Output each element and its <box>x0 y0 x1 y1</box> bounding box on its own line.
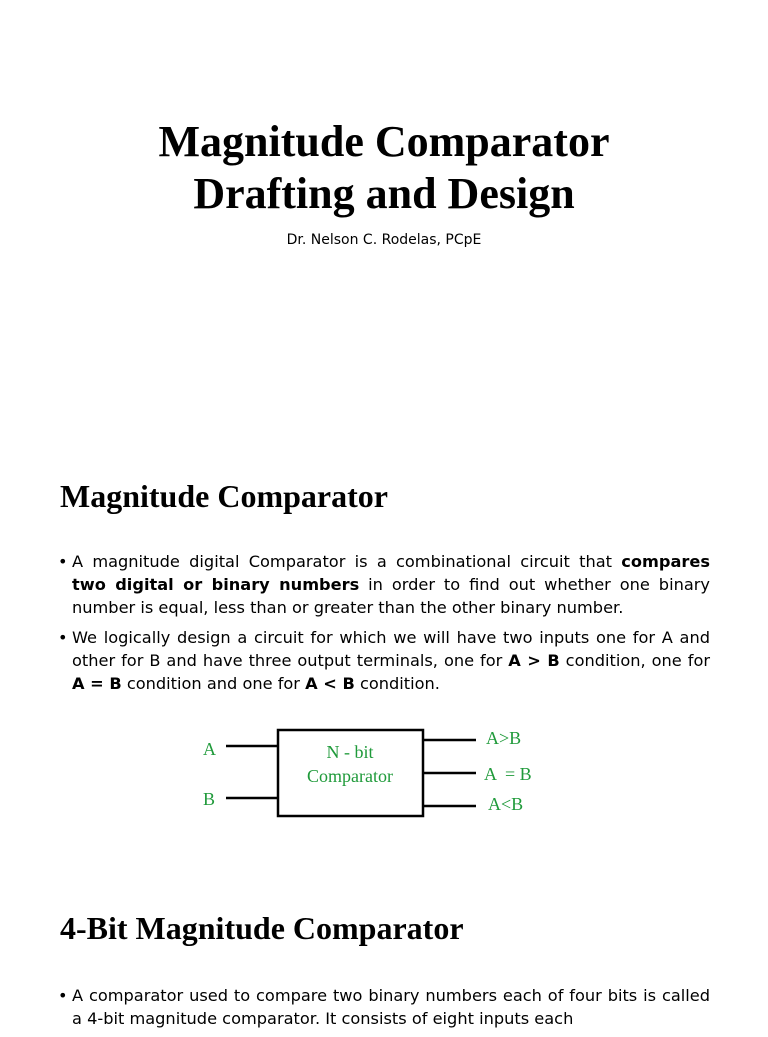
output-gt-label: A>B <box>486 728 522 748</box>
bullet-item <box>58 550 710 619</box>
bullet-text: We logically design a circuit for which we will have two inputs one for A and other for B and have three output terminals, one for <box>72 628 710 670</box>
input-b-label: B <box>203 789 216 809</box>
output-lt-label: A<B <box>488 794 524 814</box>
title-slide <box>0 0 768 432</box>
bullet-bold: compares two digital or binary numbers <box>72 552 710 594</box>
bullet-bold: A < B <box>305 674 355 693</box>
main-title-line1: Magnitude Comparator <box>158 117 610 166</box>
main-title-line2: Drafting and Design <box>193 169 575 218</box>
author-name: Dr. Nelson C. Rodelas, PCpE <box>286 232 482 248</box>
comparator-diagram <box>198 708 538 854</box>
output-eq-label: A = B <box>484 764 532 784</box>
box-label-line2: Comparator <box>307 766 393 786</box>
input-a-label: A <box>203 739 216 759</box>
bullet-list <box>58 550 710 702</box>
main-title <box>0 116 768 220</box>
bullet-text: condition. <box>354 674 440 693</box>
bullet-bold: A > B <box>508 651 560 670</box>
bullet-list <box>58 984 710 1037</box>
bullet-text: A comparator used to compare two binary numbers each of four bits is called a 4-bit magnitude comparator. It consists of eight inputs each <box>72 986 710 1028</box>
bullet-item <box>58 984 710 1030</box>
section-title: Magnitude Comparator <box>60 478 388 514</box>
section-title: 4-Bit Magnitude Comparator <box>60 910 464 946</box>
bullet-item <box>58 626 710 695</box>
bullet-bold: A = B <box>72 674 122 693</box>
box-label-line1: N - bit <box>326 742 374 762</box>
bullet-text: condition, one for <box>559 651 711 670</box>
bullet-text: condition and one for <box>121 674 306 693</box>
bullet-text: in order to find out whether one binary number is equal, less than or greater than the other binary number. <box>72 575 710 617</box>
bullet-text: A magnitude digital Comparator is a combinational circuit that <box>72 552 622 571</box>
